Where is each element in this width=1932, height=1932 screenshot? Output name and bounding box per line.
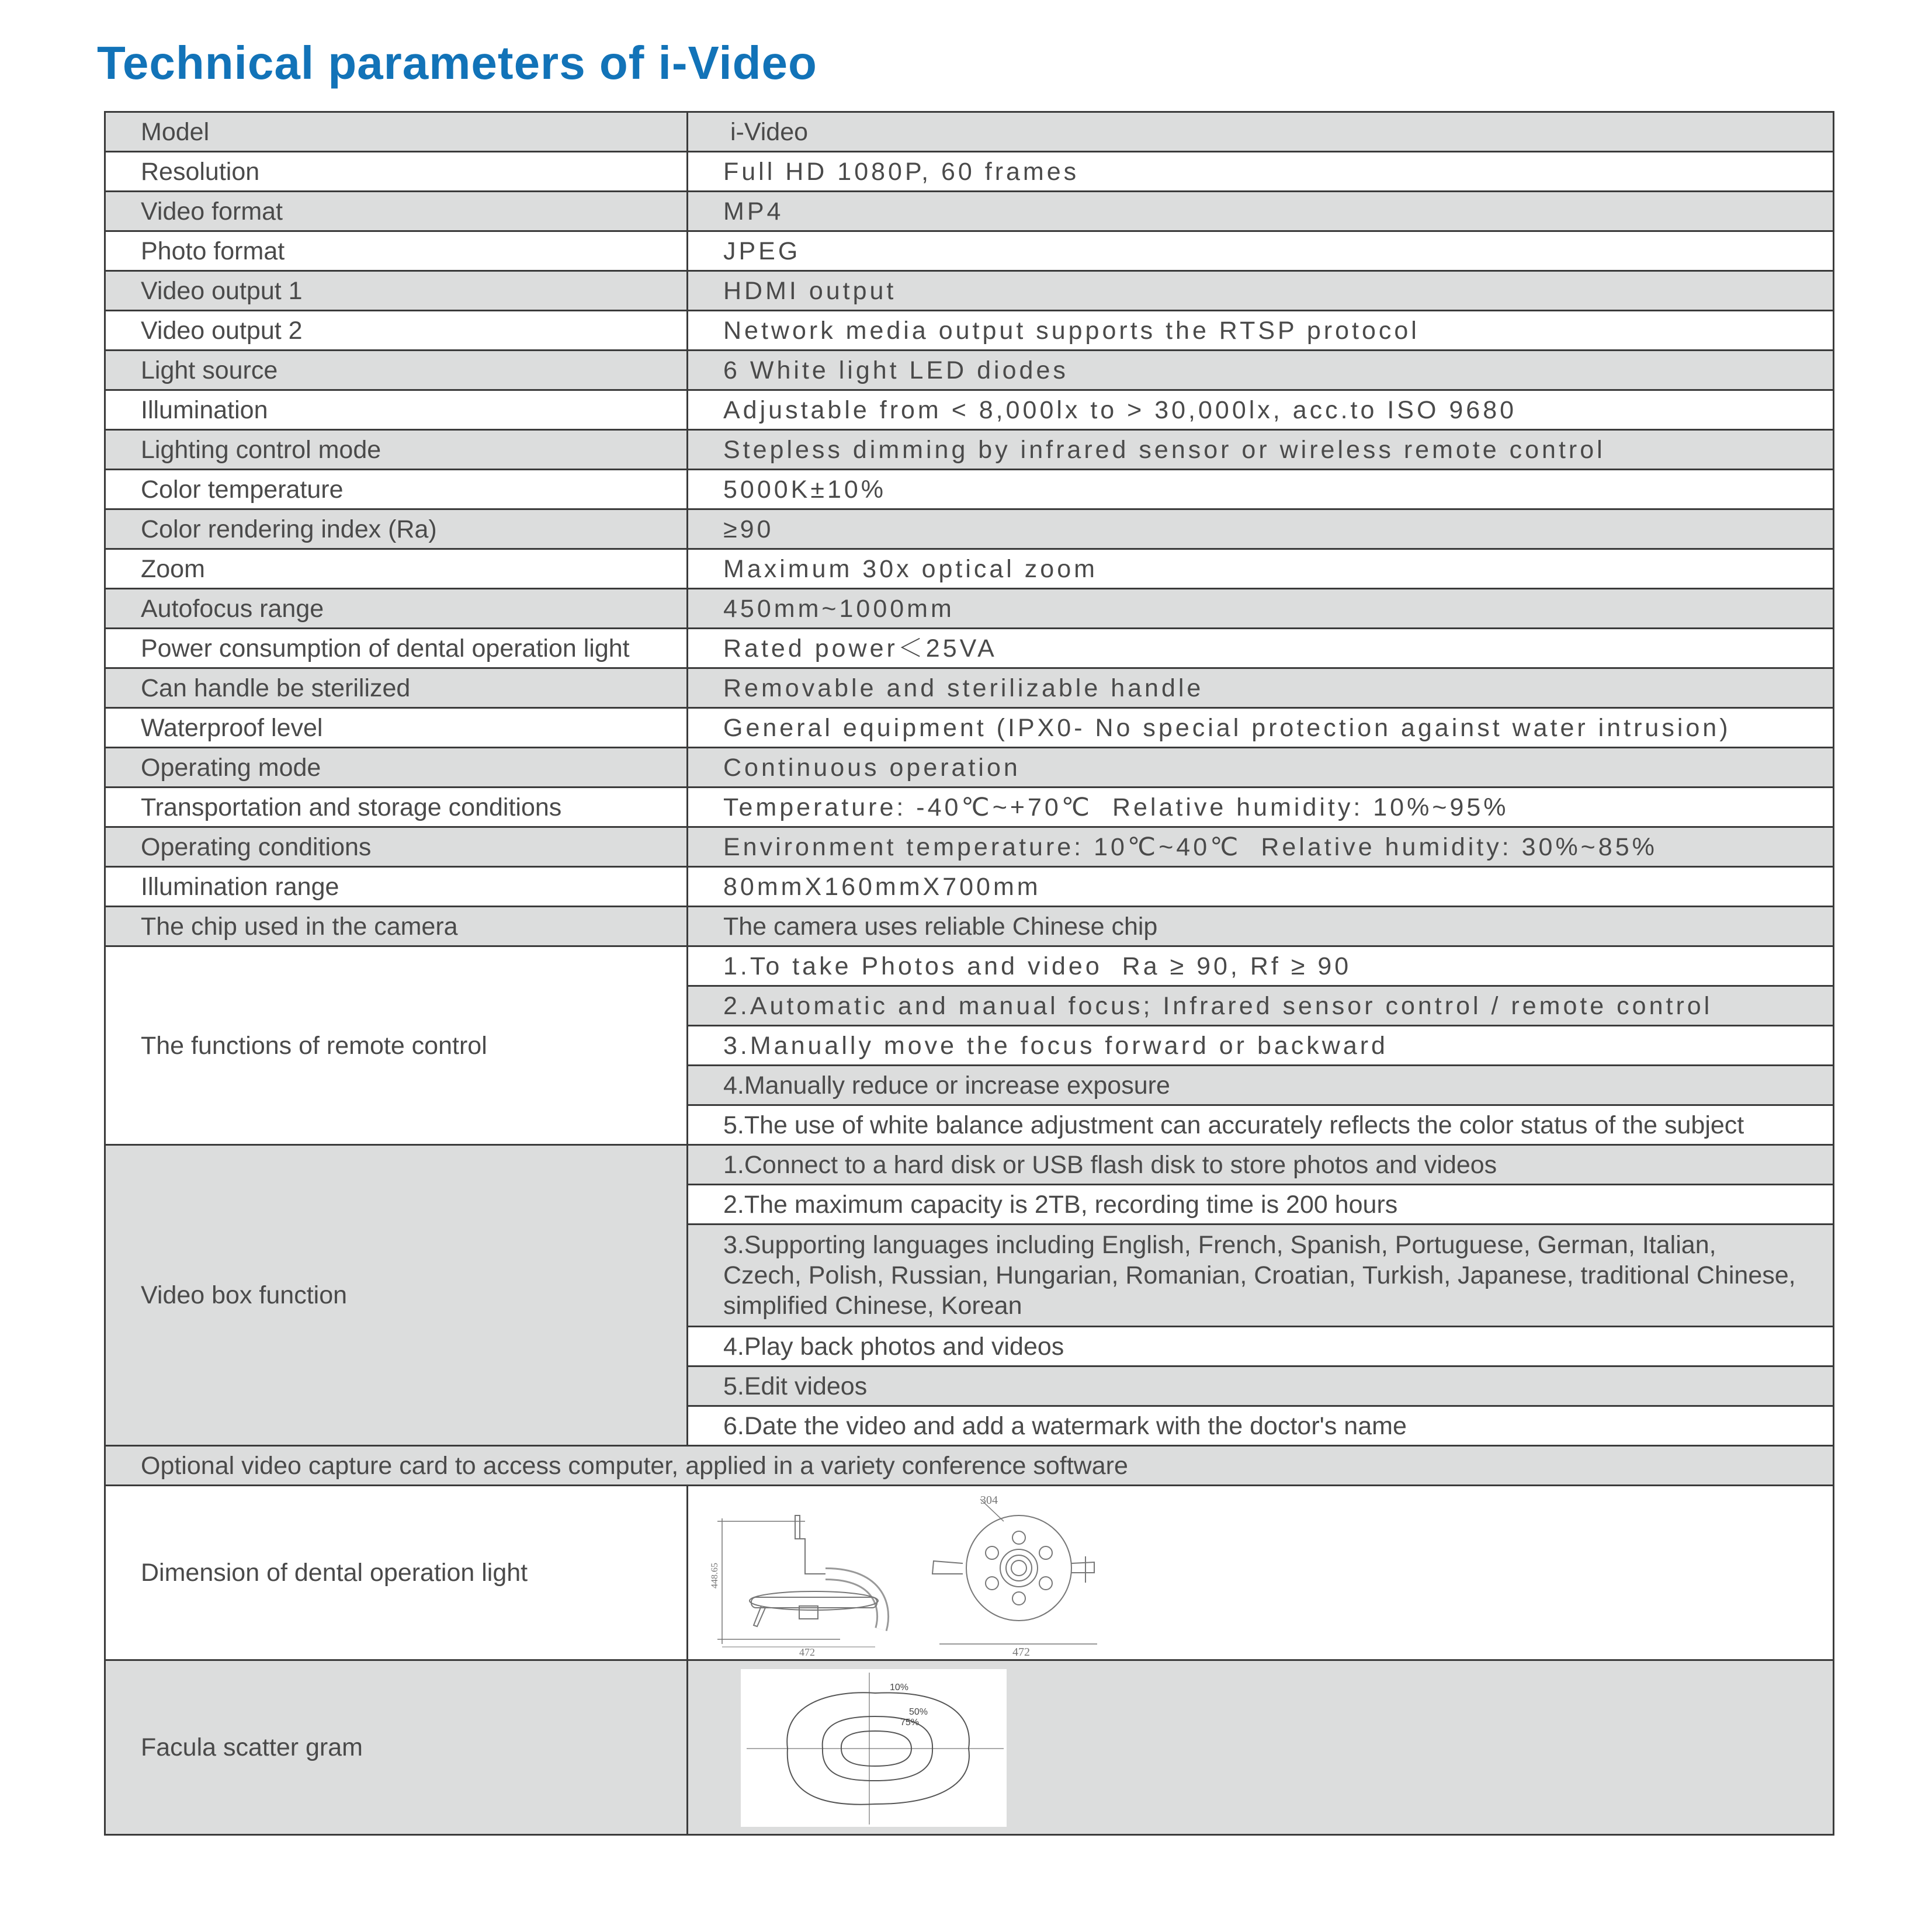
videobox-item: 4.Play back photos and videos [688, 1327, 1834, 1366]
table-row [105, 271, 1834, 311]
param-label: Illumination range [105, 867, 688, 907]
param-value: Continuous operation [688, 748, 1834, 788]
table-row [105, 470, 1834, 509]
facula-label: Facula scatter gram [105, 1660, 688, 1835]
table-row [105, 311, 1834, 351]
param-label: Video format [105, 192, 688, 231]
table-row [105, 1446, 1834, 1486]
param-label: Lighting control mode [105, 430, 688, 470]
videobox-item: 6.Date the video and add a watermark with the doctor's name [688, 1406, 1834, 1446]
table-row [105, 589, 1834, 629]
facula-chart-cell [688, 1660, 1834, 1835]
param-value: 5000K±10% [688, 470, 1834, 509]
videobox-item: 3.Supporting languages including English, French, Spanish, Portuguese, German, Italian, Czech, Polish, Russian, Hungarian, Romanian, Croatian, Turkish, Japanese, traditional Chinese, simplified Chinese, Korean [688, 1225, 1834, 1327]
param-label: Resolution [105, 152, 688, 192]
front-diameter-dimension: 304 [980, 1494, 998, 1507]
spec-table [104, 111, 1834, 1836]
table-row [105, 827, 1834, 867]
table-row [105, 152, 1834, 192]
table-row [105, 231, 1834, 271]
param-value: MP4 [688, 192, 1834, 231]
param-value: Full HD 1080P, 60 frames [688, 152, 1834, 192]
param-label: Can handle be sterilized [105, 668, 688, 708]
param-value: Network media output supports the RTSP protocol [688, 311, 1834, 351]
param-label: Model [105, 112, 688, 152]
param-label: Video output 2 [105, 311, 688, 351]
param-value: The camera uses reliable Chinese chip [688, 907, 1834, 946]
table-row [105, 192, 1834, 231]
videobox-label: Video box function [105, 1145, 688, 1446]
param-value: Rated power＜25VA [688, 629, 1834, 668]
param-label: Illumination [105, 390, 688, 430]
table-row [105, 788, 1834, 827]
param-value: Environment temperature: 10℃~40℃ Relative humidity: 30%~85% [688, 827, 1834, 867]
param-value: 6 White light LED diodes [688, 351, 1834, 390]
table-row [105, 549, 1834, 589]
remote-item: 4.Manually reduce or increase exposure [688, 1066, 1834, 1105]
param-label: Waterproof level [105, 708, 688, 748]
param-value: 80mmX160mmX700mm [688, 867, 1834, 907]
param-label: Video output 1 [105, 271, 688, 311]
dimension-label: Dimension of dental operation light [105, 1486, 688, 1660]
param-label: Light source [105, 351, 688, 390]
param-label: Autofocus range [105, 589, 688, 629]
param-value: JPEG [688, 231, 1834, 271]
table-row [105, 1486, 1834, 1660]
table-row [105, 509, 1834, 549]
remote-item: 3.Manually move the focus forward or backward [688, 1026, 1834, 1066]
videobox-item: 2.The maximum capacity is 2TB, recording time is 200 hours [688, 1185, 1834, 1225]
table-row [105, 390, 1834, 430]
param-value: ≥90 [688, 509, 1834, 549]
contour-label-75: 75% [900, 1718, 920, 1728]
param-label: Color temperature [105, 470, 688, 509]
remote-item: 1.To take Photos and video Ra ≥ 90, Rf ≥ 90 [688, 946, 1834, 986]
param-value: 450mm~1000mm [688, 589, 1834, 629]
table-row [105, 907, 1834, 946]
param-value: i-Video [688, 112, 1834, 152]
videobox-item: 1.Connect to a hard disk or USB flash disk to store photos and videos [688, 1145, 1834, 1185]
param-label: Transportation and storage conditions [105, 788, 688, 827]
contour-label-10: 10% [890, 1683, 909, 1692]
param-value: Temperature: -40℃~+70℃ Relative humidity: 10%~95% [688, 788, 1834, 827]
table-row [105, 708, 1834, 748]
table-row [105, 668, 1834, 708]
page-title: Technical parameters of i-Video [97, 37, 817, 89]
side-height-dimension: 448.65 [710, 1563, 720, 1588]
table-row [105, 748, 1834, 788]
dimension-drawing-cell [688, 1486, 1834, 1660]
param-label: The chip used in the camera [105, 907, 688, 946]
optional-note: Optional video capture card to access computer, applied in a variety conference software [105, 1446, 1834, 1486]
param-value: Adjustable from < 8,000lx to > 30,000lx, acc.to ISO 9680 [688, 390, 1834, 430]
table-row [105, 1660, 1834, 1835]
param-label: Power consumption of dental operation light [105, 629, 688, 668]
facula-scatter-chart [688, 1661, 1834, 1834]
param-value: Removable and sterilizable handle [688, 668, 1834, 708]
param-value: Stepless dimming by infrared sensor or wireless remote control [688, 430, 1834, 470]
remote-item: 5.The use of white balance adjustment can accurately reflects the color status of the subject [688, 1105, 1834, 1145]
table-row [105, 946, 1834, 986]
param-label: Operating mode [105, 748, 688, 788]
contour-label-50: 50% [909, 1707, 928, 1717]
side-width-dimension: 472 [799, 1646, 815, 1658]
param-value: HDMI output [688, 271, 1834, 311]
param-label: Zoom [105, 549, 688, 589]
param-value: Maximum 30x optical zoom [688, 549, 1834, 589]
param-label: Photo format [105, 231, 688, 271]
table-row [105, 629, 1834, 668]
remote-label: The functions of remote control [105, 946, 688, 1145]
remote-item: 2.Automatic and manual focus; Infrared sensor control / remote control [688, 986, 1834, 1026]
table-row [105, 351, 1834, 390]
param-label: Operating conditions [105, 827, 688, 867]
table-row [105, 867, 1834, 907]
dental-light-drawing [688, 1486, 1834, 1659]
param-label: Color rendering index (Ra) [105, 509, 688, 549]
front-width-dimension: 472 [1012, 1646, 1030, 1659]
table-row [105, 1145, 1834, 1185]
table-row [105, 112, 1834, 152]
videobox-item: 5.Edit videos [688, 1366, 1834, 1406]
table-row [105, 430, 1834, 470]
param-value: General equipment (IPX0- No special protection against water intrusion) [688, 708, 1834, 748]
